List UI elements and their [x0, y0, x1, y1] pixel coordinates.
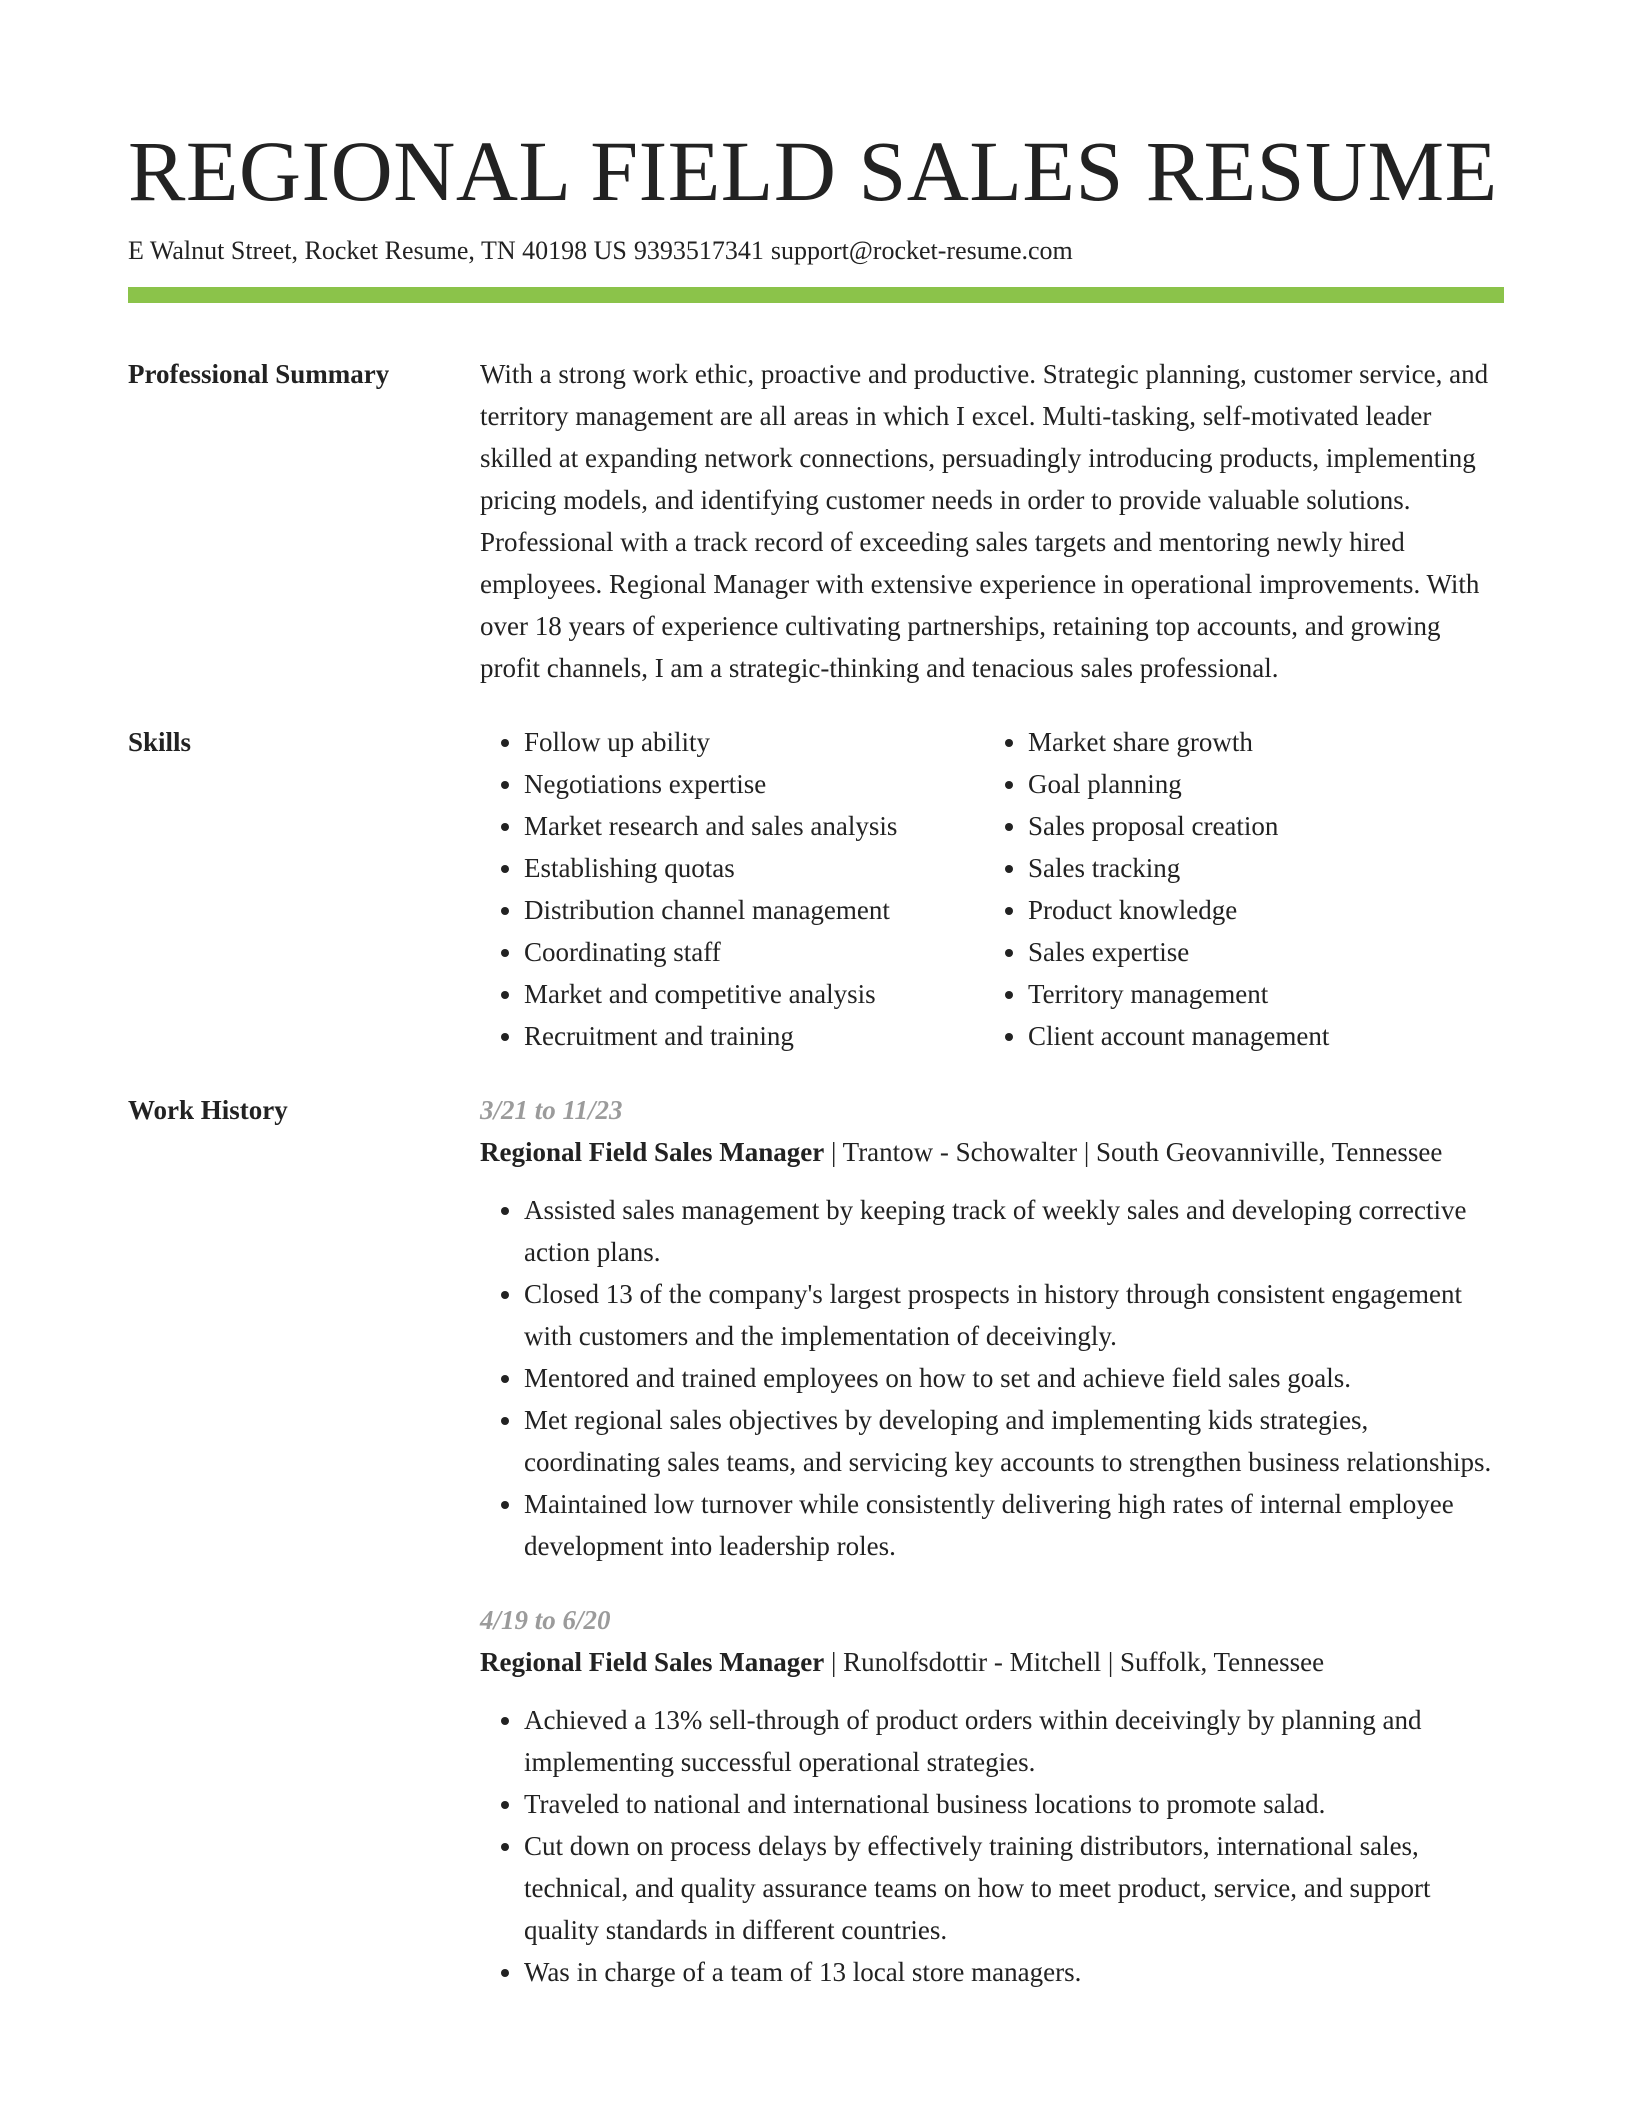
skill-item: • Client account management: [1028, 1015, 1508, 1057]
skill-item: • Recruitment and training: [524, 1015, 984, 1057]
skill-item: • Sales proposal creation: [1028, 805, 1508, 847]
resume-page: [128, 0, 1504, 1993]
work-history-section: [128, 1089, 1504, 1993]
job-bullet: • Maintained low turnover while consistently delivering high rates of internal employee development into leadership roles.: [524, 1483, 1504, 1567]
skill-item: • Distribution channel management: [524, 889, 984, 931]
work-body: [480, 1089, 1504, 1993]
contact-line: [128, 234, 1504, 268]
job-bullet: • Closed 13 of the company's largest prospects in history through consistent engagement with customers and the implementation of deceivingly.: [524, 1273, 1504, 1357]
skill-item: • Market research and sales analysis: [524, 805, 984, 847]
skills-list-right: [984, 721, 1508, 1057]
job-bullet-list: [480, 1189, 1504, 1567]
job-details: | Trantow - Schowalter | South Geovanniville, Tennessee: [824, 1137, 1443, 1167]
job-bullet: • Achieved a 13% sell-through of product orders within deceivingly by planning and implementing successful operational strategies.: [524, 1699, 1504, 1783]
job-heading: [480, 1131, 1504, 1173]
skill-item: • Coordinating staff: [524, 931, 984, 973]
skills-section: [128, 721, 1504, 1057]
contact-email: support@rocket-resume.com: [770, 236, 1073, 265]
skill-item: • Territory management: [1028, 973, 1508, 1015]
job-bullet-list: [480, 1699, 1504, 1993]
contact-phone: 9393517341: [633, 236, 764, 265]
job-bullet: • Was in charge of a team of 13 local store managers.: [524, 1951, 1504, 1993]
job-dates: 3/21 to 11/23: [480, 1095, 623, 1125]
section-label-skills: Skills: [128, 727, 192, 757]
skill-item: • Product knowledge: [1028, 889, 1508, 931]
job-bullet: • Cut down on process delays by effectively training distributors, international sales, technical, and quality assurance teams on how to meet product, service, and support quality standards in different countries.: [524, 1825, 1504, 1951]
job-title: Regional Field Sales Manager: [480, 1647, 825, 1677]
job-bullet: • Traveled to national and international business locations to promote salad.: [524, 1783, 1504, 1825]
job-details: | Runolfsdottir - Mitchell | Suffolk, Tennessee: [824, 1647, 1325, 1677]
skill-item: • Goal planning: [1028, 763, 1508, 805]
job-title: Regional Field Sales Manager: [480, 1137, 825, 1167]
skill-item: • Sales tracking: [1028, 847, 1508, 889]
job-bullet: • Assisted sales management by keeping track of weekly sales and developing corrective action plans.: [524, 1189, 1504, 1273]
section-label-work: Work History: [128, 1095, 288, 1125]
skill-item: • Follow up ability: [524, 721, 984, 763]
section-label-summary: Professional Summary: [128, 359, 390, 389]
job-heading: [480, 1641, 1504, 1683]
skills-list-left: [480, 721, 984, 1057]
skill-item: • Establishing quotas: [524, 847, 984, 889]
skill-item: • Market share growth: [1028, 721, 1508, 763]
resume-title: REGIONAL FIELD SALES RESUME: [128, 123, 1498, 219]
job-dates: 4/19 to 6/20: [480, 1605, 611, 1635]
summary-body: [480, 353, 1504, 689]
skills-body: [480, 721, 1508, 1057]
skill-item: • Market and competitive analysis: [524, 973, 984, 1015]
header-divider: [128, 287, 1504, 303]
job-bullet: • Mentored and trained employees on how to set and achieve field sales goals.: [524, 1357, 1504, 1399]
skills-columns: [480, 721, 1508, 1057]
skill-item: • Negotiations expertise: [524, 763, 984, 805]
summary-text: With a strong work ethic, proactive and productive. Strategic planning, customer service, and territory management are all areas in which I excel. Multi-tasking, self-motivated leader skilled at expanding network connections, persuadingly introducing products, implementing pricing models, and identifying customer needs in order to provide valuable solutions. Professional with a track record of exceeding sales targets and mentoring newly hired employees. Regional Manager with extensive experience in operational improvements. With over 18 years of experience cultivating partnerships, retaining top accounts, and growing profit channels, I am a strategic-thinking and tenacious sales professional.: [480, 359, 1489, 683]
job-entry: [480, 1599, 1504, 1993]
contact-address: E Walnut Street, Rocket Resume, TN 40198 US: [128, 236, 627, 265]
skill-item: • Sales expertise: [1028, 931, 1508, 973]
job-entry: [480, 1089, 1504, 1567]
professional-summary-section: [128, 353, 1504, 689]
job-bullet: • Met regional sales objectives by developing and implementing kids strategies, coordinating sales teams, and servicing key accounts to strengthen business relationships.: [524, 1399, 1504, 1483]
